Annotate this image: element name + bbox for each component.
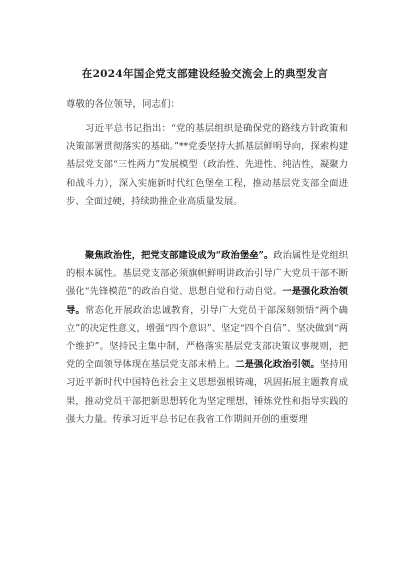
paragraph-text: 坚持用习近平新时代中国特色社会主义思想强根铸魂，巩固拓展主题教育成果，推动党员干部把新思想转化为坚定理想、锤炼党性和指导实践的强大力量。传承习近平总书记在我省工作期间开创的重要理 — [66, 359, 348, 425]
paragraph-political — [66, 247, 348, 429]
paragraph-intro: 习近平总书记指出：“党的基层组织是确保党的路线方针政策和决策部署贯彻落实的基础。”**党委坚持大抓基层鲜明导向，探索构建基层党支部“三性两力”发展模型（政治性、先进性、纯洁性，凝聚力和战斗力），深入实施新时代红色堡垒工程，推动基层党支部全面进步、全面过硬，持续助推企业高质量发展。 — [66, 123, 348, 207]
salutation: 尊敬的各位领导，同志们： — [66, 99, 181, 110]
section-heading: 聚焦政治性，把党支部建设成为“政治堡垒”。 — [85, 250, 274, 261]
point-heading-1: 一是强化政治领导。 — [66, 286, 348, 316]
paragraph-text: 政治属性是党组织的根本属性。基层党支部必须旗帜鲜明讲政治引导广大党员干部不断强化“先锋模范”的政治自觉、思想自觉和行动自觉。 — [66, 250, 348, 298]
document-title: 在2024年国企党支部建设经验交流会上的典型发言 — [81, 68, 329, 80]
point-heading-2: 二是强化政治引领。 — [235, 359, 320, 371]
paragraph-text: 常态化开展政治忠诚教育，引导广大党员干部深刻领悟“两个确立”的决定性意义，增强“四个意识”、坚定“四个自信”、坚决做到“两个维护”。坚持民主集中制，严格落实基层党支部决策议事规则，把党的全面领导体现在基层党支部末梢上。 — [66, 304, 348, 371]
